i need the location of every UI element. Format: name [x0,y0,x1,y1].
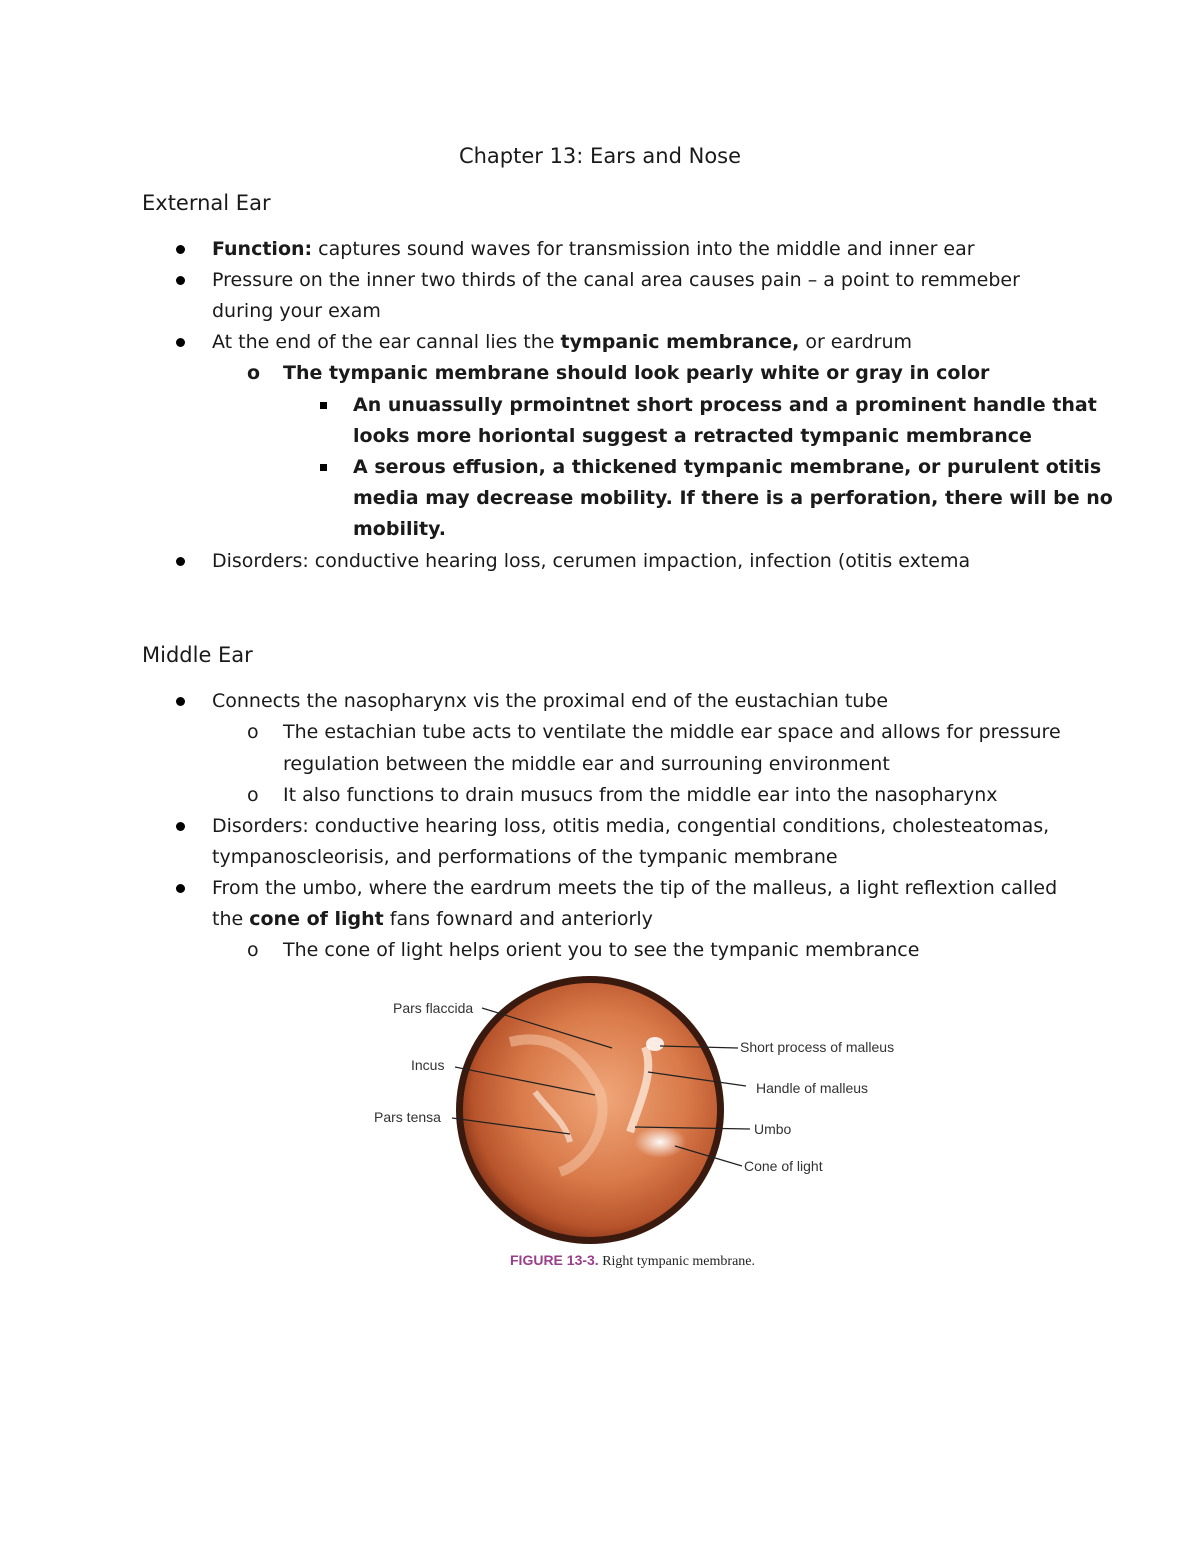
term-cone-of-light: cone of light [249,908,384,930]
figure-caption-text: Right tympanic membrane. [598,1254,755,1269]
list-item: Connects the nasopharynx vis the proximal end of the eustachian tube [212,690,889,712]
label-umbo: Umbo [754,1121,792,1137]
square-bullet-icon [320,402,327,409]
sub-list-item: It also functions to drain musucs from the middle ear into the nasopharynx [283,784,998,806]
list-item-continuation: the cone of light fans fownard and anteriorly [212,908,653,930]
page-title: Chapter 13: Ears and Nose [458,144,742,168]
function-label: Function: [212,238,313,260]
bullet-icon [176,338,185,347]
figure-caption [510,1252,755,1270]
sub-sub-list-item: A serous effusion, a thickened tympanic membrane, or purulent otitis [353,456,1102,478]
sub-sub-list-item: An unuassully prmointnet short process and a prominent handle that [353,394,1097,416]
list-item: Disorders: conductive hearing loss, otitis media, congential conditions, cholesteatomas, [212,815,1050,837]
label-pars-flaccida: Pars flaccida [393,1000,474,1016]
sub-sub-list-item-continuation: media may decrease mobility. If there is a perforation, there will be no [353,487,1113,509]
list-item-continuation: tympanoscleorisis, and performations of the tympanic membrane [212,846,838,868]
list-item: Disorders: conductive hearing loss, cerumen impaction, infection (otitis extema [212,550,971,572]
hollow-bullet-icon: o [247,784,259,806]
bullet-icon [176,276,185,285]
square-bullet-icon [320,464,327,471]
tympanic-membrane-figure [360,972,920,1272]
sub-sub-list-item-continuation: looks more horiontal suggest a retracted tympanic membrance [353,425,1032,447]
hollow-bullet-icon: o [247,362,261,384]
sub-list-item-continuation: regulation between the middle ear and surrouning environment [283,753,890,775]
sub-sub-list-item-continuation: mobility. [353,518,446,540]
label-short-process-of-malleus: Short process of malleus [740,1039,895,1055]
list-item: Pressure on the inner two thirds of the canal area causes pain – a point to remmeber [212,269,1020,291]
term-tympanic-membrance: tympanic membrance, [560,331,800,353]
cone-of-light-shape [634,1126,686,1158]
list-item-continuation: during your exam [212,300,381,322]
bullet-icon [176,822,185,831]
label-incus: Incus [411,1057,445,1073]
bullet-icon [176,245,185,254]
short-process-shape [646,1037,664,1051]
list-item: From the umbo, where the eardrum meets the tip of the malleus, a light reflextion called [212,877,1058,899]
label-cone-of-light: Cone of light [744,1158,823,1174]
section-heading-external-ear: External Ear [142,191,271,215]
label-handle-of-malleus: Handle of malleus [756,1080,869,1096]
bullet-icon [176,697,185,706]
sub-list-item: The cone of light helps orient you to see the tympanic membrance [283,939,920,961]
bullet-icon [176,557,185,566]
list-item [212,234,975,265]
sub-list-item: The estachian tube acts to ventilate the middle ear space and allows for pressure [283,721,1061,743]
hollow-bullet-icon: o [247,939,259,961]
bullet-icon [176,884,185,893]
label-pars-tensa: Pars tensa [374,1109,441,1125]
list-item: At the end of the ear cannal lies the tympanic membrance, or eardrum [212,331,913,353]
figure-number: FIGURE 13-3. [510,1252,599,1268]
hollow-bullet-icon: o [247,721,259,743]
membrane-surface [463,983,717,1237]
function-text: captures sound waves for transmission into the middle and inner ear [312,238,975,260]
sub-list-item: The tympanic membrane should look pearly white or gray in color [283,362,990,384]
section-heading-middle-ear: Middle Ear [142,643,253,667]
